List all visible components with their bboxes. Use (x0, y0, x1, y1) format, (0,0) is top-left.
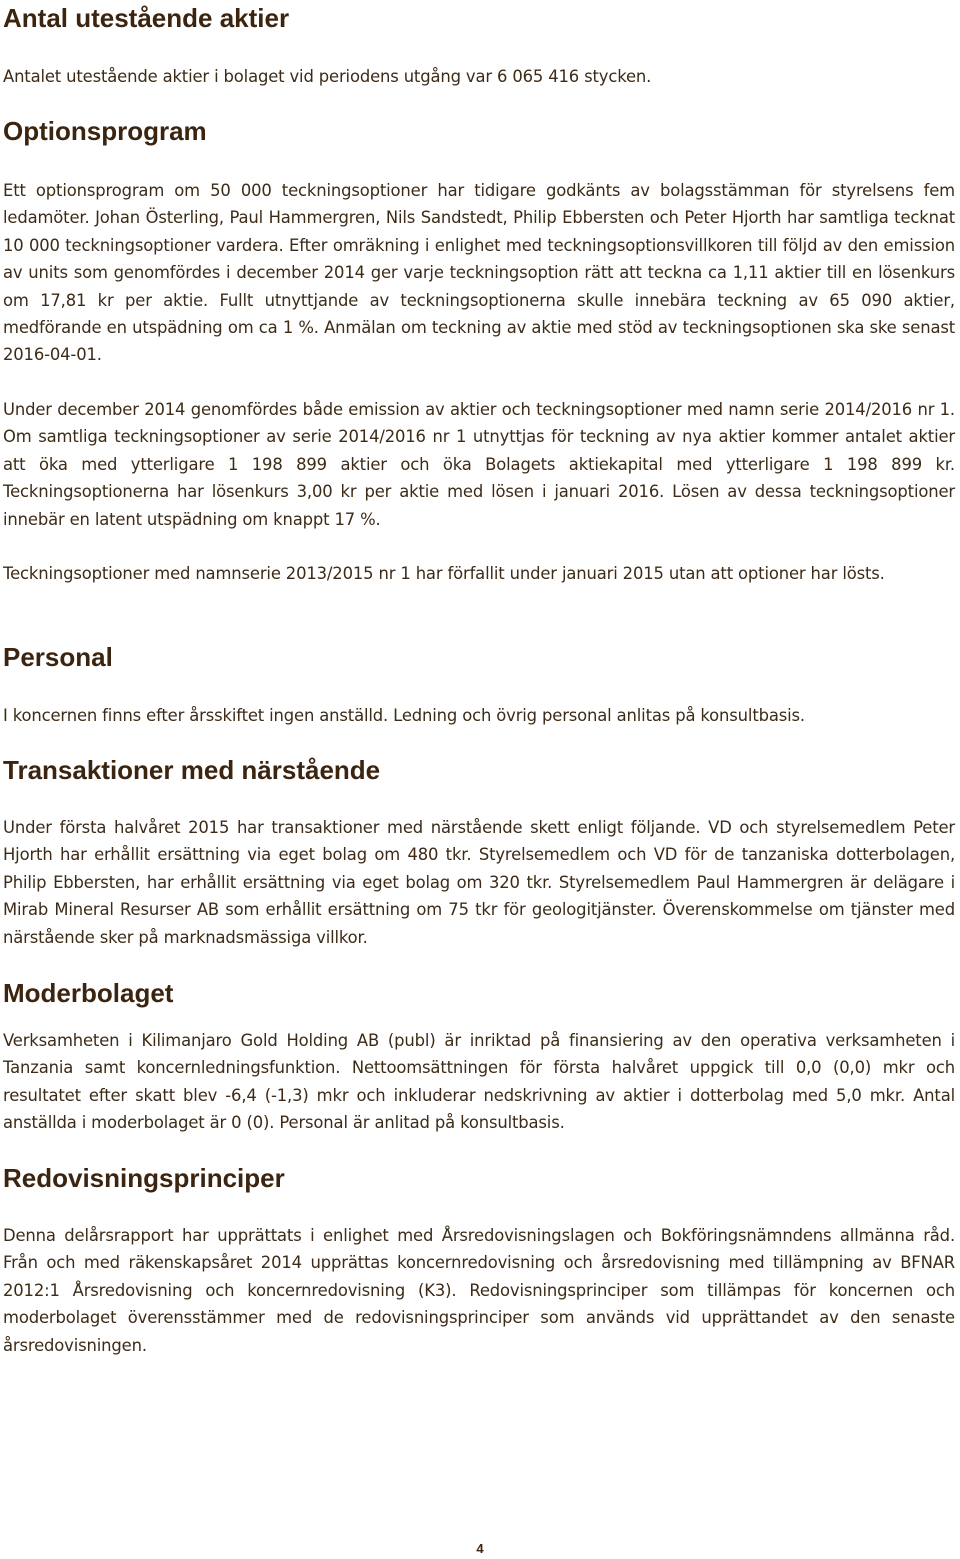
section-heading-personal: Personal (3, 642, 113, 672)
paragraph-moderbolaget: Verksamheten i Kilimanjaro Gold Holding AB (publ) är inriktad på finansiering av den operativa verksamheten i Tanzania samt koncernledningsfunktion. Nettoomsättningen för första halvåret uppgick till 0,0 (0,0) mkr och resultatet efter skatt blev -6,4 (-1,3) mkr och inkluderar nedskrivning av aktier i dotterbolag med 5,0 mkr. Antal anställda i moderbolaget är 0 (0). Personal är anlitad på konsultbasis. (3, 1031, 955, 1133)
section-heading-redovisningsprinciper: Redovisningsprinciper (3, 1163, 285, 1193)
paragraph-redovisningsprinciper: Denna delårsrapport har upprättats i enlighet med Årsredovisningslagen och Bokföringsnämndens allmänna råd. Från och med räkenskapsåret 2014 upprättas koncernredovisning och årsredovisning med tillämpning av BFNAR 2012:1 Årsredovisning och koncernredovisning (K3). Redovisningsprinciper som tillämpas för koncernen och moderbolaget överensstämmer med de redovisningsprinciper som används vid upprättandet av den senaste årsredovisningen. (3, 1226, 955, 1355)
section-heading-moderbolaget: Moderbolaget (3, 978, 174, 1008)
paragraph-transaktioner: Under första halvåret 2015 har transaktioner med närstående skett enligt följande. VD och styrelsemedlem Peter Hjorth har erhållit ersättning via eget bolag om 480 tkr. Styrelsemedlem och VD för de tanzaniska dotterbolagen, Philip Ebbersten, har erhållit ersättning via eget bolag om 320 tkr. Styrelsemedlem Paul Hammergren är delägare i Mirab Mineral Resurser AB som erhållit ersättning om 75 tkr för geologitjänster. Överenskommelse om tjänster med närstående sker på marknadsmässiga villkor. (3, 818, 955, 947)
page-number: 4 (476, 1541, 484, 1556)
paragraph-antal-aktier: Antalet utestående aktier i bolaget vid periodens utgång var 6 065 416 stycken. (3, 67, 652, 86)
paragraph-optionsprogram-2: Under december 2014 genomfördes både emission av aktier och teckningsoptioner med namn serie 2014/2016 nr 1. Om samtliga teckningsoptioner av serie 2014/2016 nr 1 utnyttjas för teckning av nya aktier kommer antalet aktier att öka med ytterligare 1 198 899 aktier och öka Bolagets aktiekapital med ytterligare 1 198 899 kr. Teckningsoptionerna har lösenkurs 3,00 kr per aktie med lösen i januari 2016. Lösen av dessa teckningsoptioner innebär en latent utspädning om knappt 17 %. (3, 400, 955, 529)
paragraph-personal: I koncernen finns efter årsskiftet ingen anställd. Ledning och övrig personal anlitas på konsultbasis. (3, 706, 805, 725)
paragraph-optionsprogram-3: Teckningsoptioner med namnserie 2013/2015 nr 1 har förfallit under januari 2015 utan att optioner har lösts. (3, 564, 885, 583)
section-heading-optionsprogram: Optionsprogram (3, 116, 207, 146)
section-heading-antal-utestaende-aktier: Antal utestående aktier (3, 3, 290, 33)
section-heading-transaktioner: Transaktioner med närstående (3, 755, 381, 785)
paragraph-optionsprogram-1: Ett optionsprogram om 50 000 teckningsoptioner har tidigare godkänts av bolagsstämman för styrelsens fem ledamöter. Johan Österling, Paul Hammergren, Nils Sandstedt, Philip Ebbersten och Peter Hjorth har samtliga tecknat 10 000 teckningsoptioner vardera. Efter omräkning i enlighet med teckningsoptionsvillkoren till följd av den emission av units som genomfördes i december 2014 ger varje teckningsoption rätt att teckna ca 1,11 aktier till en lösenkurs om 17,81 kr per aktie. Fullt utnyttjande av teckningsoptionerna skulle innebära teckning av 65 090 aktier, medförande en utspädning om ca 1 %. Anmälan om teckning av aktie med stöd av teckningsoptionen ska ske senast 2016-04-01. (3, 181, 955, 365)
